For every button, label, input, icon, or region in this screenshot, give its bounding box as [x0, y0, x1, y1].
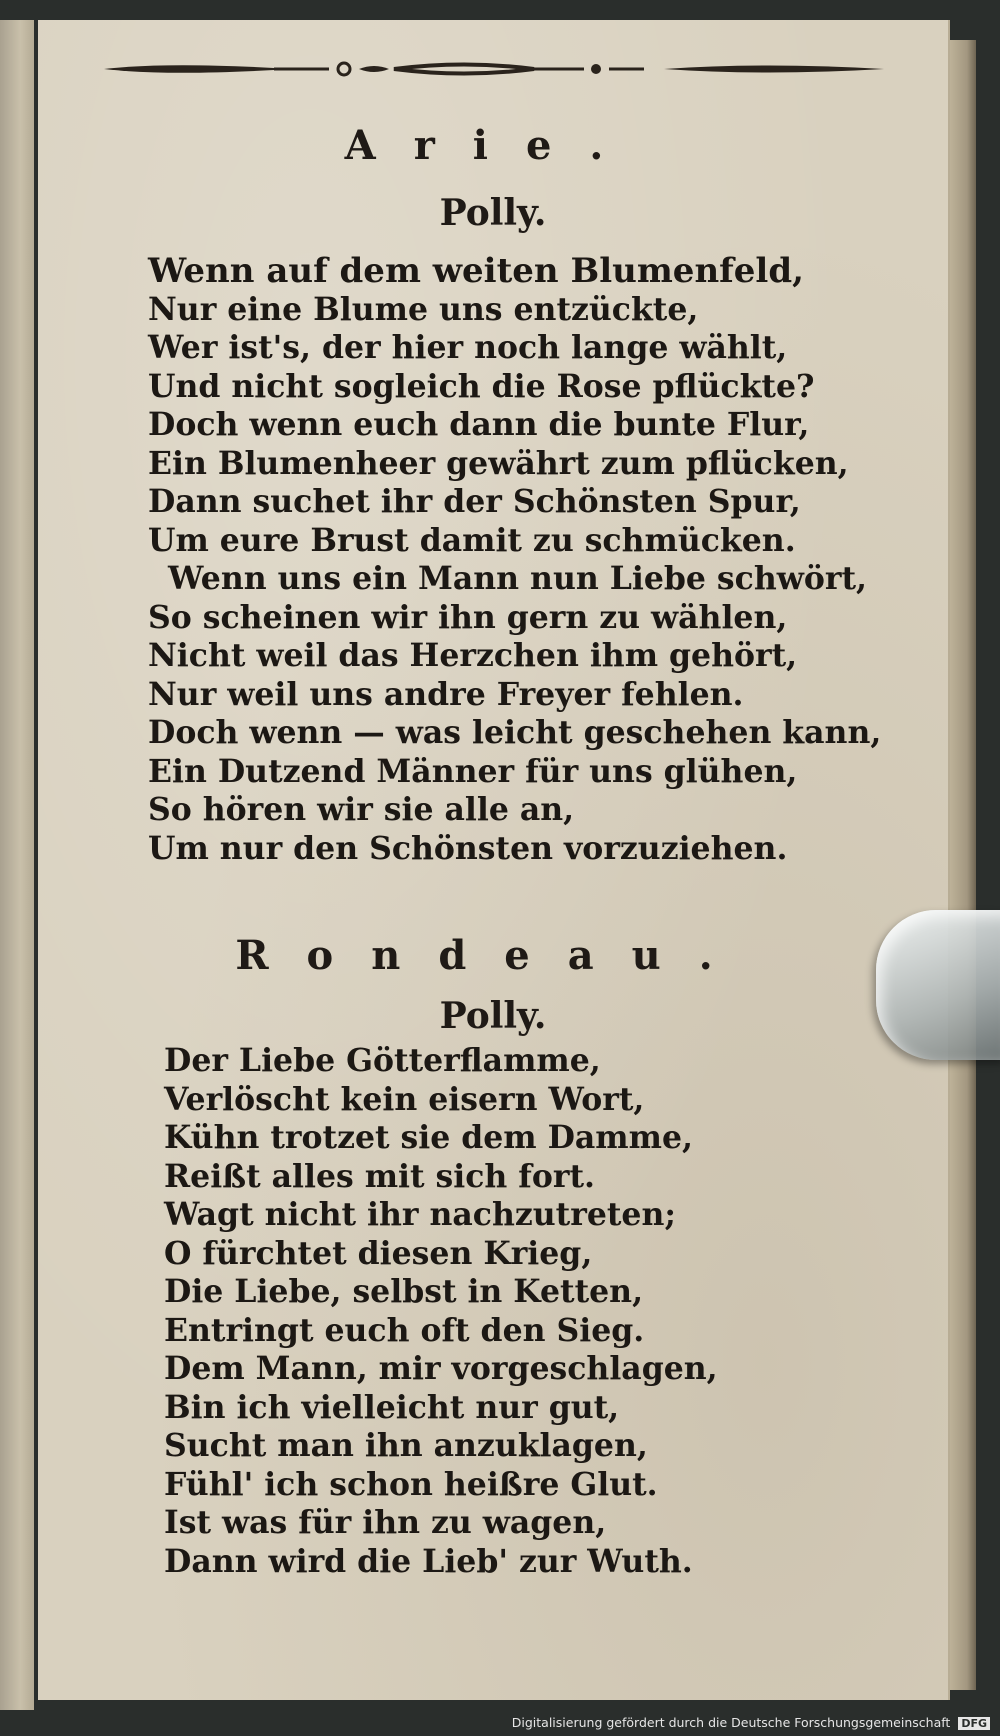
verse-line: Um eure Brust damit zu schmücken.	[148, 521, 796, 559]
verse-line: O fürchtet diesen Krieg,	[164, 1234, 593, 1272]
verse-line: Wagt nicht ihr nachzutreten;	[164, 1196, 676, 1233]
previous-page-edge	[0, 20, 34, 1710]
verse-line: Dann wird die Lieb' zur Wuth.	[164, 1542, 693, 1580]
verse-line: Die Liebe, selbst in Ketten,	[164, 1273, 644, 1310]
ornament-rule-icon	[104, 58, 884, 80]
verse-line: Um nur den Schönsten vorzuziehen.	[148, 829, 788, 867]
verse-line: Kühn trotzet sie dem Damme,	[164, 1119, 693, 1156]
verse-line: Nicht weil das Herzchen ihm gehört,	[148, 637, 798, 674]
dfg-logo: DFG	[958, 1717, 990, 1730]
verse-line: Verlöscht kein eisern Wort,	[164, 1080, 645, 1118]
aria-verse	[148, 252, 881, 868]
verse-line: Sucht man ihn anzuklagen,	[164, 1427, 648, 1464]
aria-speaker: Polly.	[439, 192, 547, 234]
verse-line: Wenn uns ein Mann nun Liebe schwört,	[168, 560, 867, 597]
verse-line: Entringt euch oft den Sieg.	[164, 1311, 645, 1349]
verse-line: Doch wenn euch dann die bunte Flur,	[148, 406, 810, 443]
page-stack-edge	[946, 40, 976, 1690]
verse-line: So hören wir sie alle an,	[148, 791, 575, 828]
rondeau-verse	[164, 1042, 718, 1581]
verse-line: Ist was für ihn zu wagen,	[164, 1504, 607, 1541]
verse-line: Wenn auf dem weiten Blumenfeld,	[148, 251, 804, 291]
digitization-credit	[512, 1715, 990, 1730]
credit-text: Digitalisierung gefördert durch die Deutsche Forschungsgemeinschaft	[511, 1715, 951, 1730]
verse-line: Ein Dutzend Männer für uns glühen,	[148, 752, 798, 790]
verse-line: Nur eine Blume uns entzückte,	[148, 290, 699, 328]
verse-line: So scheinen wir ihn gern zu wählen,	[148, 598, 788, 636]
verse-line: Ein Blumenheer gewährt zum pflücken,	[148, 444, 849, 482]
verse-line: Bin ich vielleicht nur gut,	[164, 1388, 620, 1426]
verse-line: Doch wenn — was leicht geschehen kann,	[148, 714, 882, 751]
verse-line: Fühl' ich schon heißre Glut.	[164, 1465, 658, 1503]
verse-line: Dem Mann, mir vorgeschlagen,	[164, 1350, 718, 1387]
rondeau-title: Rondeau.	[235, 932, 751, 979]
aria-title: Arie.	[344, 122, 642, 169]
verse-line: Der Liebe Götterflamme,	[164, 1042, 601, 1079]
verse-line: Reißt alles mit sich fort.	[164, 1157, 595, 1195]
book-page	[38, 20, 948, 1700]
page-holder-clip	[876, 910, 1000, 1060]
verse-line: Wer ist's, der hier noch lange wählt,	[148, 329, 788, 366]
verse-line: Und nicht sogleich die Rose pflückte?	[148, 367, 815, 405]
verse-line: Nur weil uns andre Freyer fehlen.	[148, 675, 744, 713]
verse-line: Dann suchet ihr der Schönsten Spur,	[148, 483, 801, 520]
rondeau-speaker: Polly.	[439, 995, 547, 1037]
